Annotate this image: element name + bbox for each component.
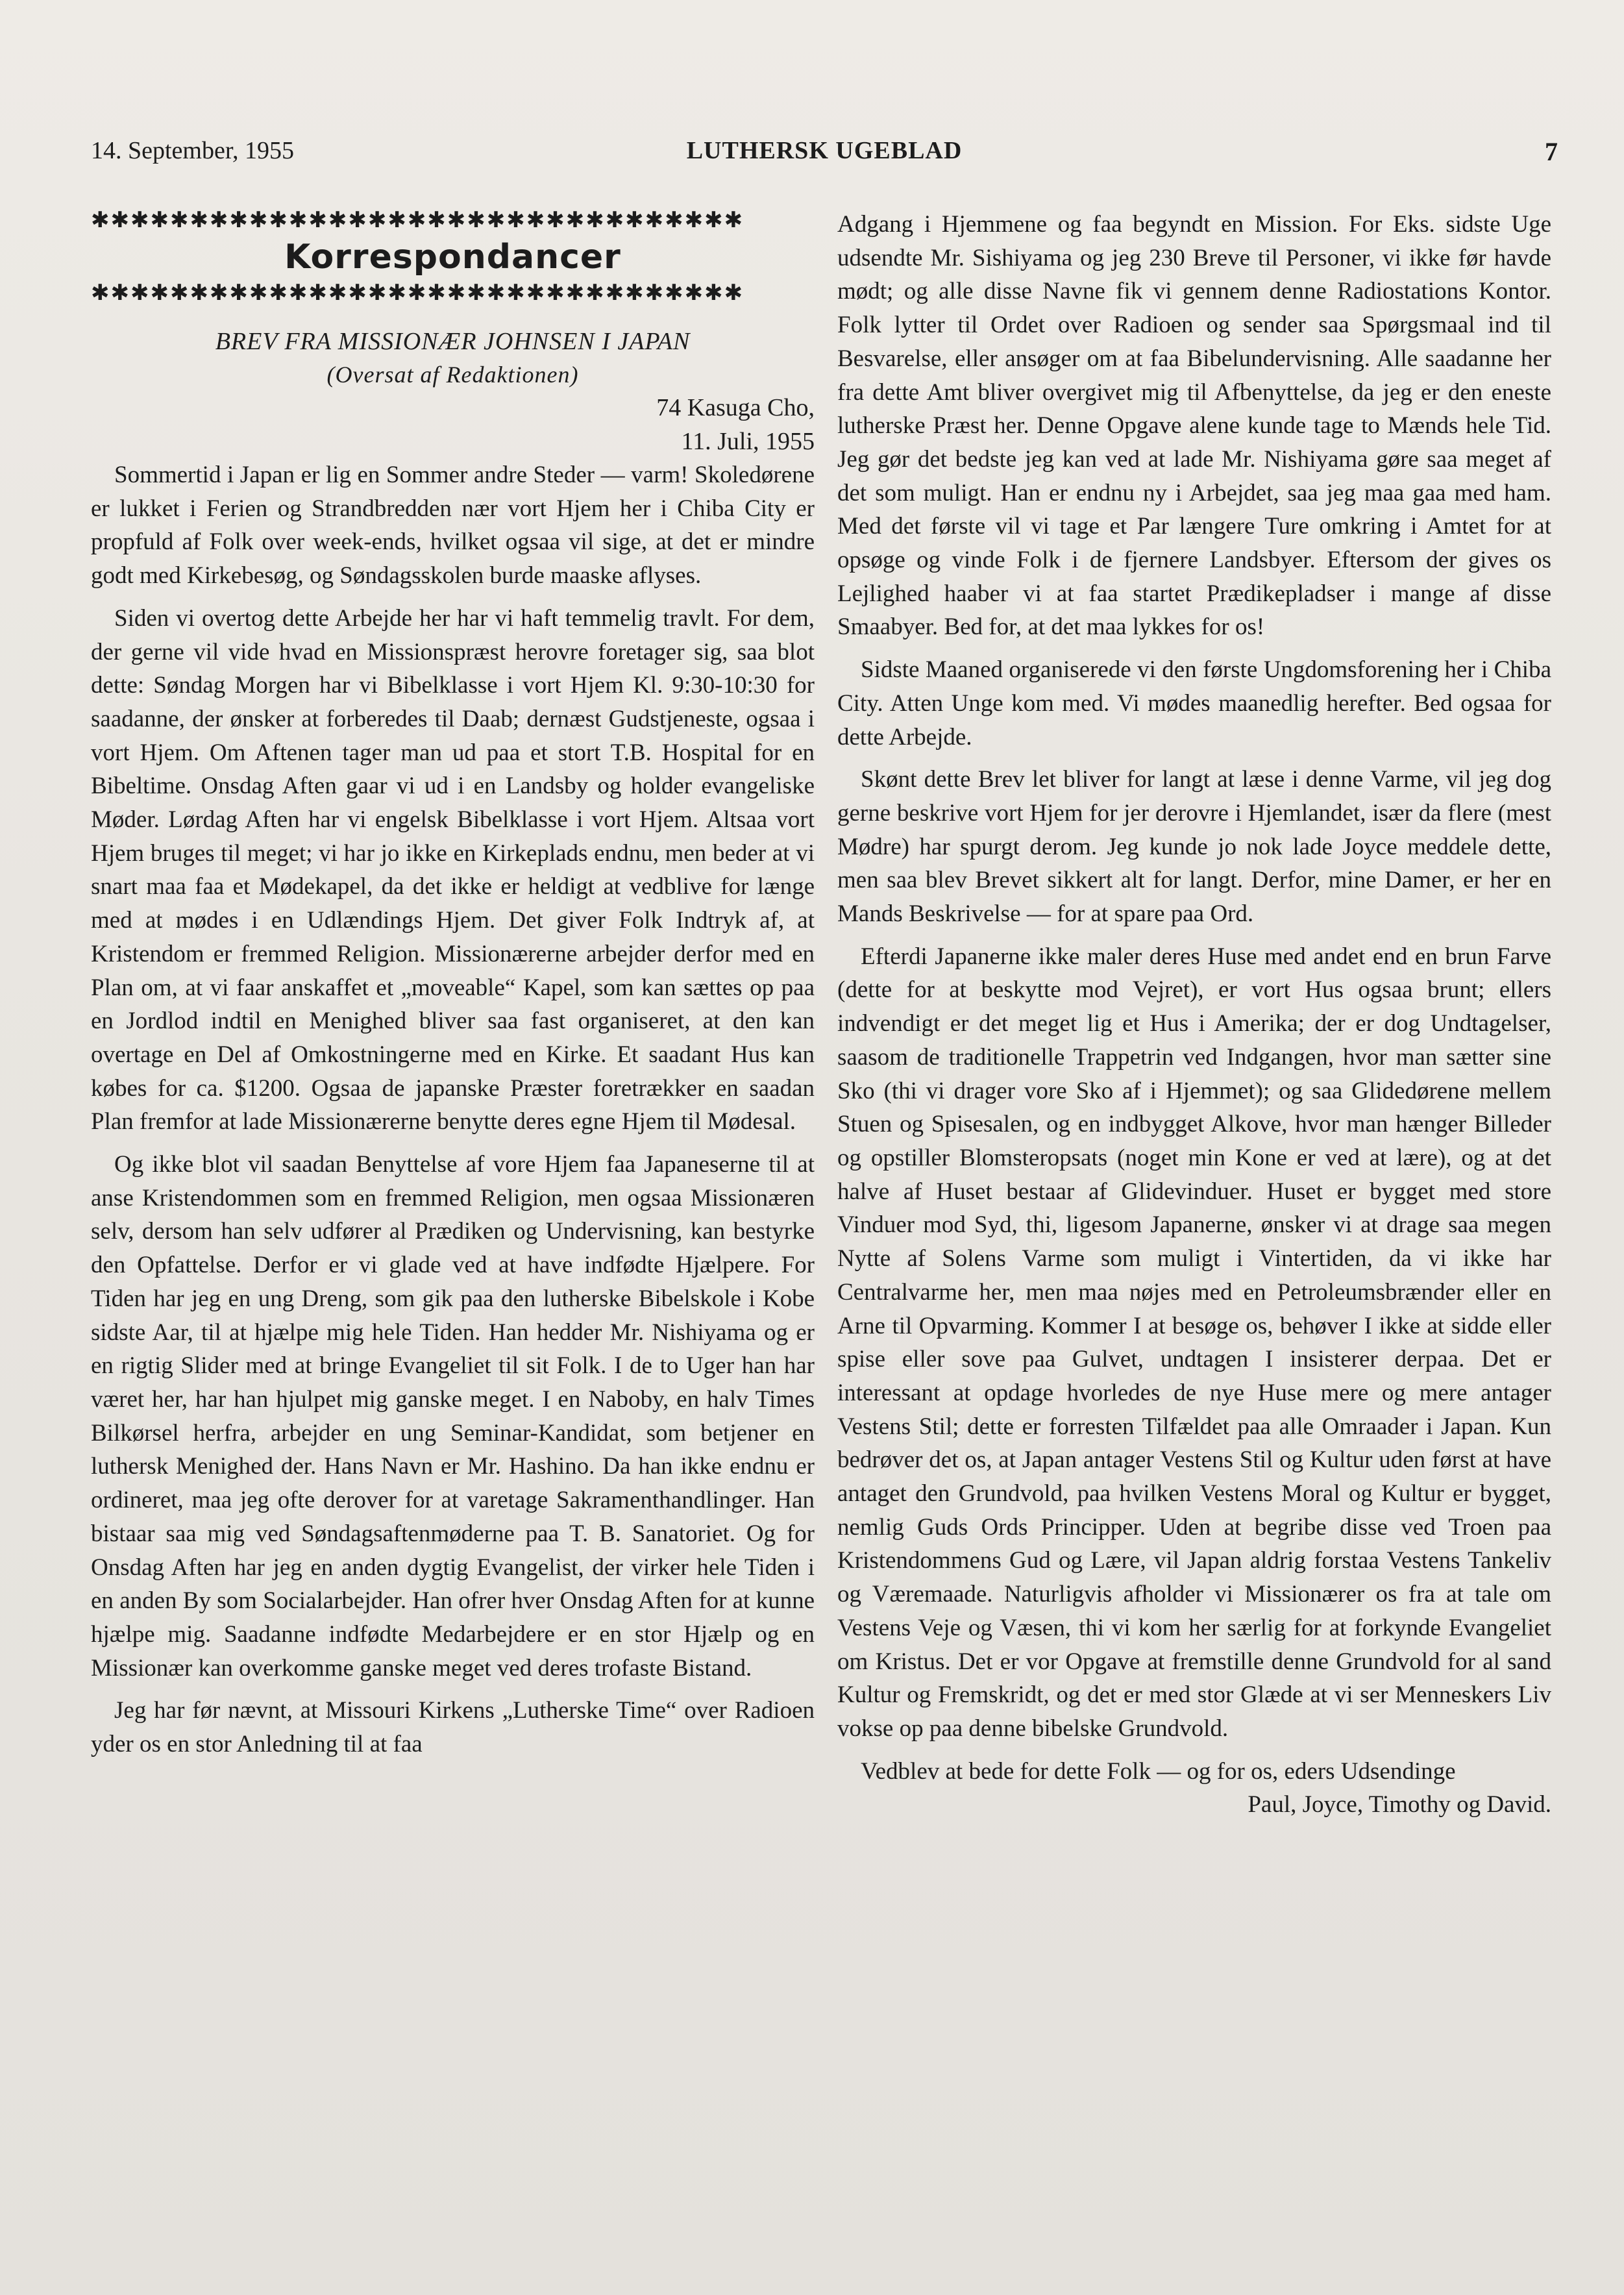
page-number: 7 <box>1545 137 1558 166</box>
right-column <box>837 208 1551 1822</box>
section-title: Korrespondancer <box>284 238 621 277</box>
letter-address: 74 Kasuga Cho, <box>656 394 815 421</box>
paragraph: Adgang i Hjemmene og faa begyndt en Mission. For Eks. sidste Uge udsendte Mr. Sishiyama og jeg 230 Breve til Personer, vi ikke før havde mødt; og alle disse Navne fik vi gennem denne Radiostations Kontor. Folk lytter til Ordet over Radioen og sender saa Spørgsmaal ind til Besvarelse, eller ansøger om at faa Bibelundervisning. Alle saadanne her fra dette Amt bliver overgivet mig til Afbenyttelse, da jeg er den eneste lutherske Præst her. Denne Opgave alene kunde tage to Mænds hele Tid. Jeg gør det bedste jeg kan ved at lade Mr. Nishiyama gøre saa meget af det som muligt. Han er endnu ny i Arbejdet, saa jeg maa gaa med ham. Med det første vil vi tage et Par længere Ture omkring i Amtet for at opsøge og vinde Folk i de fjernere Landsbyer. Eftersom der gives os Lejlighed haaber vi at faa startet Prædikepladser i mange af disse Smaabyer. Bed for, at det maa lykkes for os! <box>837 211 1551 641</box>
paragraph: Sidste Maaned organiserede vi den første Ungdomsforening her i Chiba City. Atten Unge kom med. Vi mødes maanedlig herefter. Bed ogsaa for dette Arbejde. <box>837 656 1551 751</box>
paragraph: Jeg har før nævnt, at Missouri Kirkens „Lutherske Time“ over Radioen yder os en stor Anledning til at faa <box>91 1697 815 1758</box>
paragraph: Og ikke blot vil saadan Benyttelse af vore Hjem faa Japaneserne til at anse Kristendommen som en fremmed Religion, men ogsaa Missionæren selv, dersom han selv udfører al Prædiken og Undervisning, kan bestyrke den Opfattelse. Derfor er vi glade ved at have indfødte Hjælpere. For Tiden har jeg en ung Dreng, som gik paa den lutherske Bibelskole i Kobe sidste Aar, til at hjælpe mig hele Tiden. Han hedder Mr. Nishiyama og er en rigtig Slider med at bringe Evangeliet til sit Folk. I de to Uger han har været her, har han hjulpet mig ganske meget. I en Naboby, en halv Times Bilkørsel herfra, arbejder en ung Seminar-Kandidat, som betjener en luthersk Menighed der. Hans Navn er Mr. Hashino. Da han ikke endnu er ordineret, maa jeg ofte derover for at varetage Sakramenthandlinger. Han bistaar saa mig ved Søndagsaftenmøderne paa T. B. Sanatoriet. Og for Onsdag Aften har jeg en anden dygtig Evangelist, der virker hele Tiden i en anden By som Socialarbejder. Han ofrer hver Onsdag Aften for at kunne hjælpe mig. Saadanne indfødte Medarbejdere er en stor Hjælp og en Missionær kan overkomme ganske meget ved deres trofaste Bistand. <box>91 1151 815 1681</box>
article-title: BREV FRA MISSIONÆR JOHNSEN I JAPAN <box>215 328 691 355</box>
paragraph: Skønt dette Brev let bliver for langt at læse i denne Varme, vil jeg dog gerne beskrive vort Hjem for jer derovre i Hjemlandet, især da flere (mest Mødre) har spurgt derom. Jeg kunde jo nok lade Joyce meddele dette, men saa blev Brevet sikkert alt for langt. Derfor, mine Damer, er her en Mands Beskrivelse — for at spare paa Ord. <box>837 766 1551 928</box>
left-column <box>91 208 815 1770</box>
paragraph: Vedblev at bede for dette Folk — og for os, eders Udsendinge <box>861 1757 1456 1785</box>
star-rule-bottom: ✱✱✱✱✱✱✱✱✱✱✱✱✱✱✱✱✱✱✱✱✱✱✱✱✱✱✱✱✱✱✱✱✱ <box>91 281 744 305</box>
paragraph: Efterdi Japanerne ikke maler deres Huse med andet end en brun Farve (dette for at beskytte mod Vejret), er vort Hus ogsaa brunt; ellers indvendigt er det meget lig et Hus i Amerika; der er dog Undtagelser, saasom de traditionelle Trappetrin ved Indgangen, hvor man sætter sine Sko (thi vi drager vore Sko af i Hjemmet); og saa Glidedørene mellem Stuen og Spisesalen, og en indbygget Alkove, hvor man hænger Billeder og opstiller Blomsteropsats (noget min Kone er ved at lære), og at det halve af Huset bestaar af Glidevinduer. Huset er bygget med store Vinduer mod Syd, thi, ligesom Japanerne, ønsker vi at drage saa megen Nytte af Solens Varme som muligt i Vintertiden, da vi ikke har Centralvarme her, men maa nøjes med en Petroleumsbrænder eller en Arne til Opvarming. Kommer I at besøge os, behøver I ikke at sidde eller spise eller sove paa Gulvet, undtagen I insisterer derpaa. Det er interessant at opdage hvorledes de nye Huse mere og mere antager Vestens Stil; dette er forresten Tilfældet paa alle Omraader i Japan. Kun bedrøver det os, at Japan antager Vestens Stil og Kultur uden først at have antaget den Grundvold, paa hvilken Vestens Moral og Kultur er bygget, nemlig Guds Ords Principper. Uden at begribe disse ved Troen paa Kristendommens Gud og Lære, vil Japan aldrig forstaa Vestens Tankeliv og Væremaade. Naturligvis afholder vi Missionærer os fra at tale om Vestens Veje og Væsen, thi vi kom her særlig for at forkynde Evangeliet om Kristus. Det er vor Opgave at fremstille denne Grundvold for al sand Kultur og Fremskridt, og det er med stor Glæde at vi ser Menneskers Liv vokse op paa denne bibelske Grundvold. <box>837 943 1551 1742</box>
issue-date: 14. September, 1955 <box>91 137 294 164</box>
article-subtitle: (Oversat af Redaktionen) <box>326 362 579 388</box>
paragraph: Sommertid i Japan er lig en Sommer andre Steder — varm! Skoledørene er lukket i Ferien og Strandbredden nær vort Hjem her i Chiba City er propfuld af Folk over week-ends, hvilket ogsaa vil sige, at det er mindre godt med Kirkebesøg, og Søndagsskolen burde maaske aflyses. <box>91 462 815 589</box>
signature: Paul, Joyce, Timothy og David. <box>1248 1791 1551 1818</box>
letter-date: 11. Juli, 1955 <box>681 428 815 455</box>
star-rule-top: ✱✱✱✱✱✱✱✱✱✱✱✱✱✱✱✱✱✱✱✱✱✱✱✱✱✱✱✱✱✱✱✱✱ <box>91 208 744 232</box>
page-header <box>91 136 1558 175</box>
paragraph: Siden vi overtog dette Arbejde her har vi haft temmelig travlt. For dem, der gerne vil vide hvad en Missionspræst herovre foretager sig, saa blot dette: Søndag Morgen har vi Bibelklasse i vort Hjem Kl. 9:30-10:30 for saadanne, der ønsker at forberedes til Daab; dernæst Gudstjeneste, ogsaa i vort Hjem. Om Aftenen tager man ud paa et stort T.B. Hospital for en Bibeltime. Onsdag Aften gaar vi ud i en Landsby og holder evangeliske Møder. Lørdag Aften har vi engelsk Bibelklasse i vort Hjem. Altsaa vort Hjem bruges til meget; vi har jo ikke en Kirkeplads endnu, men beder at vi snart maa faa et Mødekapel, da det ikke er heldigt at vedblive for længe med at mødes i en Udlændings Hjem. Det giver Folk Indtryk af, at Kristendom er fremmed Religion. Missionærerne arbejder derfor med en Plan om, at vi faar anskaffet et „moveable“ Kapel, som kan sættes op paa en Jordlod indtil en Menighed bliver saa fast organiseret, at den kan overtage en Del af Omkostningerne med en Kirke. Et saadant Hus kan købes for ca. $1200. Ogsaa de japanske Præster foretrækker en saadan Plan fremfor at lade Missionærerne benytte deres egne Hjem til Mødesal. <box>91 604 815 1135</box>
publication-name: LUTHERSK UGEBLAD <box>686 137 963 164</box>
